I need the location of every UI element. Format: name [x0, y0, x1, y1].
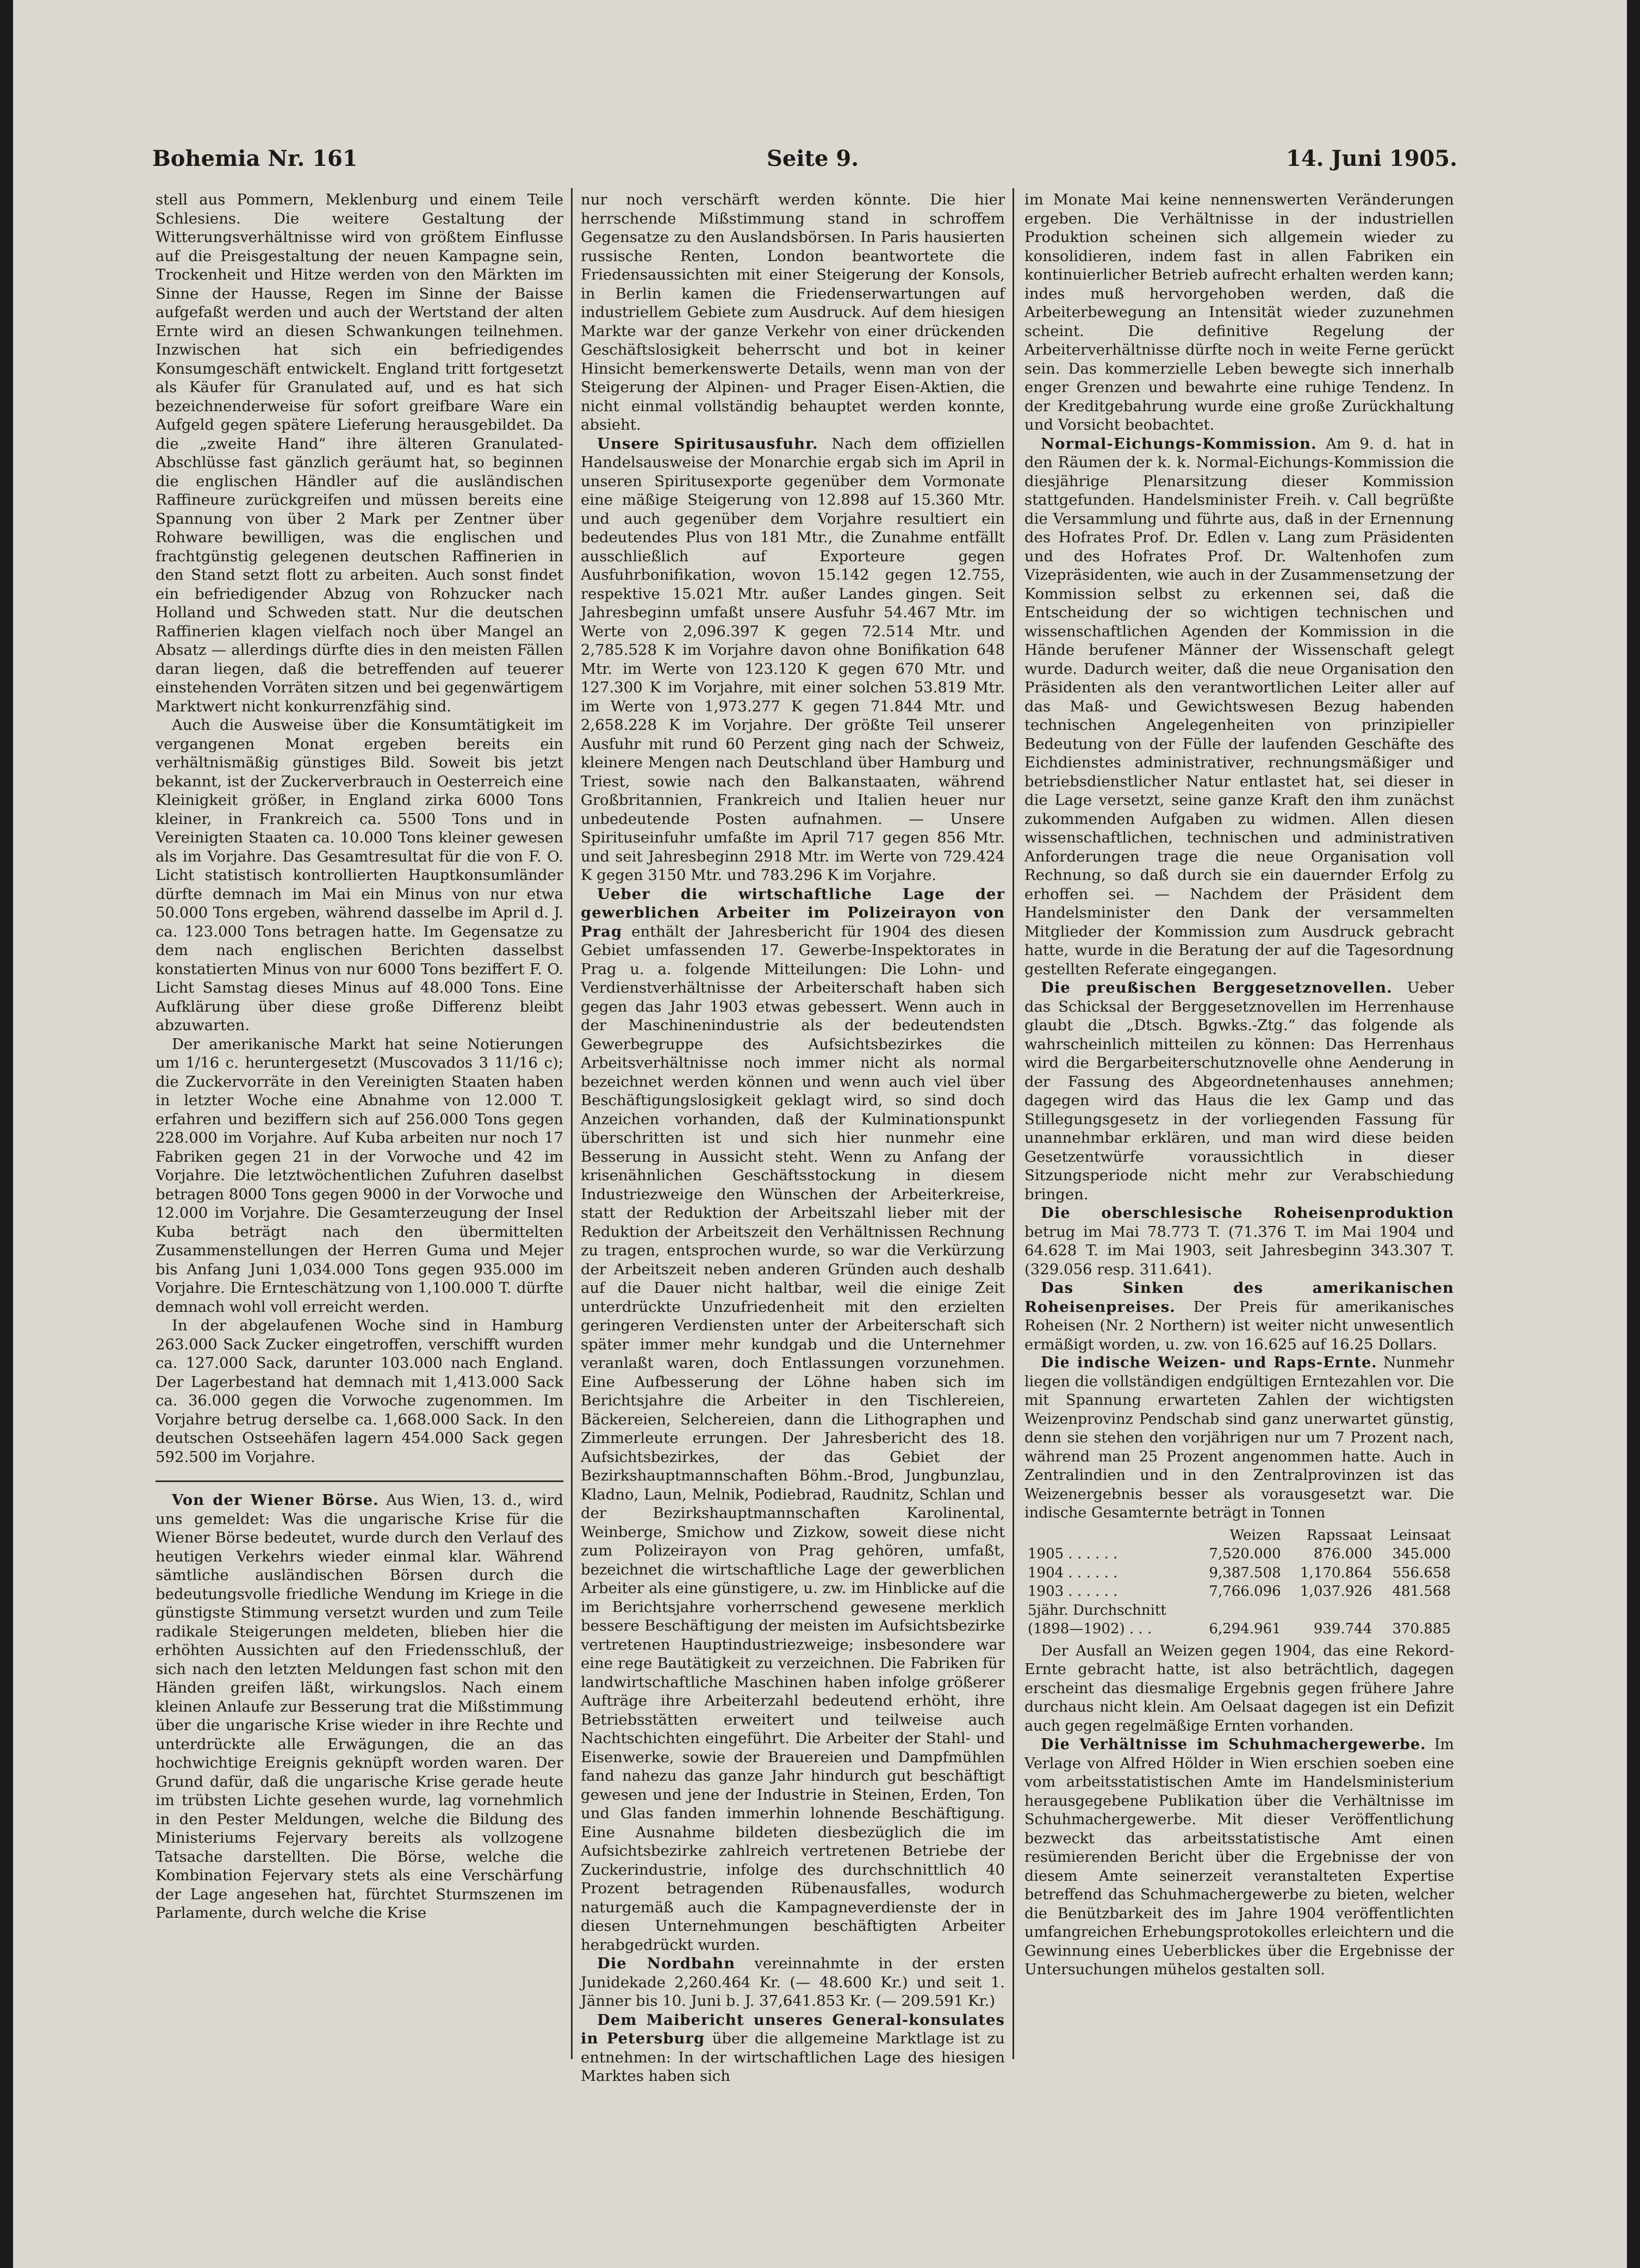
article-paragraph: Der amerikanische Markt hat seine Notierungen um 1/16 c. heruntergesetzt (Muscovados 3 11/16 c); die Zuckervorräte in den Vereinigten Staaten haben in letzter Woche eine Abnahme von 12.000 T. erfahren und beziffern sich auf 256.000 Tons gegen 228.000 im Vorjahre. Auf Kuba arbeiten nur noch 17 Fabriken gegen 21 in der Vorwoche und 42 im Vorjahre. Die letztwöchentlichen Zufuhren daselbst betragen 8000 Tons gegen 9000 in der Vorwoche und 12.000 im Vorjahre. Die Gesamterzeugung der Insel Kuba beträgt nach den übermittelten Zusammenstellungen der Herren Guma und Mejer bis Anfang Juni 1,034.000 Tons gegen 935.000 im Vorjahre. Die Ernteschätzung von 1,100.000 T. dürfte demnach wohl voll erreicht werden. [156, 1035, 563, 1316]
column-1 [156, 190, 563, 2040]
table-cell: 7,520.000 [1209, 1546, 1281, 1562]
article-paragraph: nur noch verschärft werden könnte. Die hier herrschende Mißstimmung stand in schroffem Gegensatze zu den Auslandsbörsen. In Paris hausierten russische Renten, London beantwortete die Friedensaussichten mit einer Steigerung der Konsols, in Berlin kamen die Friedenserwartungen auf industriellem Gebiete zum Ausdruck. Auf dem hiesigen Markte war der ganze Verkehr von einer drückenden Geschäftslosigkeit beherrscht und bot in keiner Hinsicht bemerkenswerte Details, wenn man von der Steigerung der Alpinen- und Prager Eisen-Aktien, die nicht einmal vollständig behauptet werden konnte, absieht. [581, 191, 1005, 433]
table-header: Weizen [1229, 1527, 1281, 1544]
article-text: Im Verlage von Alfred Hölder in Wien erschien soeben eine vom arbeitsstatistischen Amte im Handelsministerium herausgegebene Publikation über die Verhältnisse im Schuhmachergewerbe. Mit dieser Veröffentlichung bezweckt das arbeitsstatistische Amt einen resümierenden Bericht über die Ergebnisse der von diesem Amte seinerzeit veranstalteten Expertise betreffend das Schuhmachergewerbe zu bieten, welcher die Benützbarkeit des im Jahre 1904 veröffentlichten umfangreichen Erhebungsprotokolles erleichtern und die Gewinnung eines Ueberblickes über die Ergebnisse der Untersuchungen mühelos gestalten soll. [1024, 1736, 1454, 1978]
article-text: enthält der Jahresbericht für 1904 des diesen Gebiet umfassenden 17. Gewerbe-Inspektorates in Prag u. a. folgende Mitteilungen: Die Lohn- und Verdienstverhältnisse der Arbeiterschaft haben sich gegen das Jahr 1903 etwas gebessert. Wenn auch in der Maschinenindustrie als der bedeutendsten Gewerbegruppe des Aufsichtsbezirkes die Arbeitsverhältnisse noch immer nicht als normal bezeichnet werden können und wenn auch viel über Beschäftigungslosigkeit geklagt wird, so sind doch Anzeichen vorhanden, daß der Kulminationspunkt überschritten ist und sich hier nunmehr eine Besserung in Aussicht steht. Wenn zu Anfang der krisenähnlichen Geschäftsstockung in diesem Industriezweige den Wünschen der Arbeiterkreise, statt der Reduktion der Arbeitszahl lieber mit der Reduktion der Arbeitszeit den Verhältnissen Rechnung zu tragen, entsprochen wurde, so war die Verkürzung der Arbeitszeit neben anderen Gründen auch deshalb auf die Dauer nicht haltbar, weil die einige Zeit unterdrückte Unzufriedenheit mit den erzielten geringeren Verdiensten unter der Arbeiterschaft sich später immer mehr kundgab und die Unternehmer veranlaßt waren, doch Entlassungen vorzunehmen. Eine Aufbesserung der Löhne haben sich im Berichtsjahre die Arbeiter in den Tischlereien, Bäckereien, Selchereien, dann die Lithographen und Zimmerleute errungen. Der Jahresbericht des 18. Aufsichtsbezirkes, der das Gebiet der Bezirkshauptmannschaften Böhm.-Brod, Jungbunzlau, Kladno, Laun, Melnik, Podiebrad, Raudnitz, Schlan und der Bezirkshauptmannschaften Karolinental, Weinberge, Smichow und Zizkow, soweit diese nicht zum Polizeirayon von Prag gehören, umfaßt, bezeichnet die wirtschaftliche Lage der gewerblichen Arbeiter als eine günstigere, u. zw. im Hinblicke auf die im Berichtsjahre vorherrschend gewesene merklich bessere Beschäftigung der meisten im Aufsichtsbezirke vertretenen Hauptindustriezweige; insbesondere war eine rege Bautätigkeit zu verzeichnen. Die Fabriken für landwirtschaftliche Maschinen haben infolge größerer Aufträge ihre Arbeiterzahl bedeutend erhöht, ihre Betriebsstätten erweitert und teilweise auch Nachtschichten eingeführt. Die Arbeiter der Stahl- und Eisenwerke, sowie der Brauereien und Dampfmühlen fand nahezu das ganze Jahr hindurch gut beschäftigt gewesen und jene der Industrie in Steinen, Erden, Ton und Glas fanden immerhin lohnende Beschäftigung. Eine Ausnahme bildeten diesbezüglich die im Aufsichtsbezirke zahlreich vertretenen Betriebe der Zuckerindustrie, infolge des durchschnittlich 40 Prozent betragenden Rübenausfalles, wodurch naturgemäß auch die Kampagneverdienste der in diesen Unternehmungen beschäftigten Arbeiter herabgedrückt wurden. [581, 922, 1005, 1954]
section-heading: Von der Wiener Börse. [172, 1491, 379, 1509]
article-text: vereinnahmte in der ersten Junidekade 2,260.464 Kr. (— 48.600 Kr.) und seit 1. Jänner bis 10. Juni b. J. 37,641.853 Kr. (— 209.591 Kr.) [581, 1955, 1005, 2010]
article-maibericht [581, 2011, 1005, 2086]
table-cell: 9,387.508 [1209, 1564, 1281, 1581]
table-header: Rapssaat [1306, 1527, 1372, 1544]
article-text: Nunmehr liegen die vollständigen endgültigen Erntezahlen vor. Die mit Spannung erwarteten Zahlen der wichtigsten Weizenprovinz Pendschab sind ganz unerwartet günstig, denn sie stehen den vorjährigen nur um 7 Prozent nach, während man 25 Prozent angenommen hatte. Auch in Zentralindien und in den Zentralprovinzen ist das Weizenergebnis besser als vorausgesetzt war. Die indische Gesamternte beträgt in Tonnen [1024, 1354, 1454, 1521]
table-cell: 939.744 [1313, 1621, 1372, 1637]
table-cell: 1904 . . . . . . [1028, 1564, 1118, 1581]
article-ernte [1024, 1354, 1454, 1523]
section-heading: Dem Maibericht unseres General-konsulates in Petersburg [581, 2011, 1005, 2047]
scan-right-edge [1627, 0, 1640, 2268]
table-cell: 5jähr. Durchschnitt [1028, 1602, 1166, 1619]
article-text: Ueber das Schicksal der Berggesetznovellen im Herrenhause glaubt die „Dtsch. Bgwks.-Ztg.“ das folgende als wahrscheinlich mitteilen zu können: Das Herrenhaus wird die Bergarbeiterschutznovelle ohne Aenderung in der Fassung des Abgeordnetenhauses annehmen; dagegen wird das Haus die lex Gamp und das Stillegungsgesetz in der vorliegenden Fassung für unannehmbar erklären, und man wird diese beiden Gesetzentwürfe voraussichtlich in dieser Sitzungsperiode nicht mehr zur Verabschiedung bringen. [1024, 979, 1454, 1203]
article-paragraph: Der Ausfall an Weizen gegen 1904, das eine Rekord-Ernte gebracht hatte, ist also beträchtlich, dagegen erscheint das diesmalige Ergebnis gegen frühere Jahre durchaus nicht klein. Am Oelsaat dagegen ist ein Defizit auch gegen regelmäßige Ernten vorhanden. [1024, 1642, 1454, 1734]
article-text: über die allgemeine Marktlage ist zu entnehmen: In der wirtschaftlichen Lage des hiesigen Marktes haben sich [581, 2030, 1005, 2085]
table-cell: 1903 . . . . . . [1028, 1583, 1118, 1600]
table-cell [1284, 1601, 1376, 1620]
section-heading: Die preußischen Berggesetznovellen. [1041, 979, 1393, 996]
table-header: Leinsaat [1389, 1527, 1451, 1544]
page-header [152, 146, 1457, 178]
issue-label: Bohemia Nr. 161 [152, 146, 358, 171]
article-schuh [1024, 1736, 1454, 1980]
column-3 [1024, 190, 1454, 2040]
table-header-row [1024, 1526, 1454, 1545]
column-rule-1 [571, 188, 573, 2059]
section-heading: Die Verhältnisse im Schuhmachergewerbe. [1041, 1736, 1426, 1753]
section-heading: Die Nordbahn [597, 1955, 736, 1972]
table-cell: (1898—1902) . . . [1028, 1621, 1152, 1637]
table-row [1024, 1545, 1454, 1564]
article-arbeiter [581, 885, 1005, 1955]
table-cell: 6,294.961 [1209, 1621, 1281, 1637]
article-text: Nach dem offiziellen Handelsausweise der Monarchie ergab sich im April in unseren Spiritusexporte gegenüber dem Vormonate eine mäßige Steigerung von 12.898 auf 15.360 Mtr. und auch gegenüber dem Vorjahre resultiert ein bedeutendes Plus von 181 Mtr., die Zunahme entfällt ausschließlich auf Exporteure gegen Ausfuhrbonifikation, wovon 15.142 gegen 12.755, respektive 15.021 Mtr. außer Landes gingen. Seit Jahresbeginn umfaßt unsere Ausfuhr 54.467 Mtr. im Werte von 2,096.397 K gegen 72.514 Mtr. und 2,785.528 K im Vorjahre davon ohne Bonifikation 648 Mtr. im Werte von 123.120 K gegen 670 Mtr. und 127.300 K im Vorjahre, mit einer solchen 53.819 Mtr. im Werte von 1,973.277 K gegen 71.844 Mtr. und 2,658.228 K im Vorjahre. Der größte Teil unserer Ausfuhr mit rund 60 Perzent ging nach der Schweiz, kleinere Mengen nach Deutschland über Hamburg und Triest, sowie nach den Balkanstaaten, während Großbritannien, Frankreich und Italien heuer nur unbedeutende Posten aufnahmen. — Unsere Spirituseinfuhr umfaßte im April 717 gegen 856 Mtr. und seit Jahresbeginn 2918 Mtr. im Werte von 729.424 K gegen 3150 Mtr. und 783.296 K im Vorjahre. [581, 435, 1005, 884]
table-cell [1193, 1601, 1284, 1620]
column-2 [581, 190, 1005, 2085]
table-cell: 1,170.864 [1300, 1564, 1372, 1581]
section-heading: Die oberschlesische Roheisenproduktion [1041, 1204, 1454, 1222]
article-text: Der Preis für amerikanisches Roheisen (Nr. 2 Northern) ist weiter nicht unwesentlich ermäßigt worden, u. zw. von 16.625 auf 16.25 Dollars. [1024, 1298, 1454, 1353]
table-cell: 1,037.926 [1300, 1583, 1372, 1600]
page-number: Seite 9. [767, 146, 859, 171]
table-row [1024, 1564, 1454, 1583]
article-nordbahn [581, 1954, 1005, 2011]
section-heading: Das Sinken des amerikanischen Roheisenpreises. [1024, 1279, 1454, 1316]
article-paragraph: Auch die Ausweise über die Konsumtätigkeit im vergangenen Monat ergeben bereits ein verhältnismäßig günstiges Bild. Soweit bis jetzt bekannt, ist der Zuckerverbrauch in Oesterreich eine Kleinigkeit größer, in England zirka 6000 Tons kleiner, in Frankreich ca. 5500 Tons und in Vereinigten Staaten ca. 10.000 Tons kleiner gewesen als im Vorjahre. Das Gesamtresultat für die von F. O. Licht statistisch kontrollierten Hauptkonsumländer dürfte demnach im Mai ein Minus von nur etwa 50.000 Tons ergeben, während dasselbe im April d. J. ca. 123.000 Tons betragen hatte. Im Gegensatze zu dem nach englischen Berichten dasselbst konstatierten Minus von nur 6000 Tons beziffert F. O. Licht Samstag dieses Minus auf 48.000 Tons. Eine Aufklärung über diese große Differenz bleibt abzuwarten. [156, 716, 563, 1034]
article-roheisen [1024, 1204, 1454, 1279]
section-heading: Normal-Eichungs-Kommission. [1041, 435, 1317, 453]
article-text: Am 9. d. hat in den Räumen der k. k. Normal-Eichungs-Kommission die diesjährige Plenarsitzung dieser Kommission stattgefunden. Handelsminister Freih. v. Call begrüßte die Versammlung und führte aus, daß in der Ernennung des Hofrates Prof. Dr. Edlen v. Lang zum Präsidenten und des Hofrates Prof. Dr. Waltenhofen zum Vizepräsidenten, wie auch in der Zusammensetzung der Kommission selbst zu erkennen sei, daß die Entscheidung der so wichtigen technischen und wissenschaftlichen Agenden der Kommission in die Hände berufener Männer der Wissenschaft gelegt wurde. Dadurch weiter, daß die neue Organisation den Präsidenten als den verantwortlichen Leiter aller auf das Maß- und Gewichtswesen Bezug habenden technischen Angelegenheiten von prinzipieller Bedeutung von der Fülle der laufenden Geschäfte des Eichdienstes administrativer, rechnungsmäßiger und betriebsdienstlicher Natur entlastet hat, sei dieser in die Lage versetzt, seine ganze Kraft den ihm zunächst zukommenden Aufgaben zu widmen. Allen diesen wissenschaftlichen, technischen und administrativen Anforderungen trage die neue Organisation voll Rechnung, so daß durch sie ein dauernder Erfolg zu erhoffen sei. — Nachdem der Präsident dem Handelsminister den Dank der versammelten Mitglieder der Kommission zum Ausdruck gebracht hatte, wurde in die Beratung der auf die Tagesordnung gestellten Referate eingegangen. [1024, 435, 1454, 978]
article-boerse [156, 1491, 563, 1923]
article-sinken [1024, 1279, 1454, 1354]
article-normal [1024, 435, 1454, 979]
article-paragraph: stell aus Pommern, Meklenburg und einem Teile Schlesiens. Die weitere Gestaltung der Witterungsverhältnisse wird von größtem Einflusse auf die Preisgestaltung der neuen Kampagne sein, Trockenheit und Hitze werden von den Märkten im Sinne der Hausse, Regen im Sinne der Baisse aufgefaßt werden und auch der Wertstand der alten Ernte wird an diesen Schwankungen teilnehmen. Inzwischen hat sich ein befriedigendes Konsumgeschäft entwickelt. England tritt fortgesetzt als Käufer für Granulated auf, und es hat sich bezeichnenderweise für sofort greifbare Ware ein Aufgeld gegen spätere Lieferung herausgebildet. Da die „zweite Hand“ ihre älteren Granulated-Abschlüsse fast gänzlich geräumt hat, so beginnen die englischen Händler auf die ausländischen Raffineure zurückgreifen und müssen bereits eine Spannung von über 2 Mark per Zentner über Rohware bewilligen, was die englischen und frachtgünstig gelegenen deutschen Raffinerien in den Stand setzt flott zu arbeiten. Auch sonst findet ein befriedigender Abzug von Rohzucker nach Holland und Schweden statt. Nur die deutschen Raffinerien klagen vielfach noch über Mangel an Absatz — allerdings dürfte dies in den meisten Fällen daran liegen, daß die betreffenden auf teuerer einstehenden Vorräten sitzen und bei gegenwärtigem Marktwert nicht konkurrenzfähig sind. [156, 191, 563, 715]
article-text: Aus Wien, 13. d., wird uns gemeldet: Was die ungarische Krise für die Wiener Börse bedeutet, wurde durch den Verlauf des heutigen Verkehrs wieder einmal klar. Während sämtliche ausländischen Börsen durch die bedeutungsvolle friedliche Wendung im Kriege in die günstigste Stimmung versetzt wurden und zum Teile radikale Steigerungen meldeten, blieben hier die erhöhten Aussichten auf den Friedensschluß, der sich nach den letzten Meldungen fast schon mit den Händen greifen läßt, wirkungslos. Nach einem kleinen Anlaufe zur Besserung trat die Mißstimmung über die ungarische Krise wieder in ihre Rechte und unterdrückte alle Erwägungen, die an das hochwichtige Ereignis geknüpft worden waren. Der Grund dafür, daß die ungarische Krise gerade heute im trübsten Lichte gesehen wurde, lag vornehmlich in den Pester Meldungen, welche die Bildung des Ministeriums Fejervary bereits als vollzogene Tatsache darstellten. Die Börse, welche die Kombination Fejervary stets als eine Verschärfung der Lage angesehen hat, fürchtet Sturmszenen im Parlamente, durch welche die Krise [156, 1491, 563, 1922]
article-paragraph: im Monate Mai keine nennenswerten Veränderungen ergeben. Die Verhältnisse in der industriellen Produktion scheinen sich allgemein wieder zu konsolidieren, indem fast in allen Fabriken ein kontinuierlicher Betrieb aufrecht erhalten werden kann; indes muß hervorgehoben werden, daß die Arbeiterbewegung an Intensität wieder zuzunehmen scheint. Die definitive Regelung der Arbeiterverhältnisse dürfte noch in weite Ferne gerückt sein. Das kommerzielle Leben bewegte sich innerhalb enger Grenzen und bewahrte eine ruhige Tendenz. In der Kreditgebahrung wurde eine große Zurückhaltung und Vorsicht beobachtet. [1024, 191, 1454, 433]
table-cell: 481.568 [1392, 1583, 1451, 1600]
section-heading: Unsere Spiritusausfuhr. [597, 435, 818, 453]
table-cell: 370.885 [1392, 1621, 1451, 1637]
article-berg [1024, 978, 1454, 1204]
table-row [1024, 1601, 1454, 1620]
harvest-table [1024, 1526, 1454, 1639]
article-text: betrug im Mai 78.773 T. (71.376 T. im Mai 1904 und 64.628 T. im Mai 1903, seit Jahresbeginn 343.307 T. (329.056 resp. 311.641). [1024, 1223, 1454, 1278]
table-cell: 556.658 [1392, 1564, 1451, 1581]
table-row [1024, 1620, 1454, 1639]
table-cell [1375, 1601, 1454, 1620]
article-paragraph: In der abgelaufenen Woche sind in Hamburg 263.000 Sack Zucker eingetroffen, verschifft wurden ca. 127.000 Sack, darunter 103.000 nach England. Der Lagerbestand hat demnach mit 1,413.000 Sack ca. 36.000 gegen die Vorwoche zugenommen. Im Vorjahre betrug derselbe ca. 1,668.000 Sack. In den deutschen Ostseehäfen lagern 454.000 Sack gegen 592.500 im Vorjahre. [156, 1317, 563, 1466]
table-cell: 345.000 [1392, 1546, 1451, 1562]
section-heading: Die indische Weizen- und Raps-Ernte. [1041, 1354, 1377, 1371]
table-row [1024, 1582, 1454, 1601]
table-cell: 876.000 [1313, 1546, 1372, 1562]
section-heading: Ueber die wirtschaftliche Lage der gewerblichen Arbeiter im Polizeirayon von Prag [581, 885, 1005, 940]
section-divider [156, 1480, 563, 1482]
date-label: 14. Juni 1905. [1286, 146, 1457, 171]
column-rule-2 [1012, 188, 1014, 2059]
table-cell: 1905 . . . . . . [1028, 1546, 1118, 1562]
table-header [1024, 1526, 1193, 1545]
table-cell: 7,766.096 [1209, 1583, 1281, 1600]
article-spiritus [581, 435, 1005, 885]
scan-left-edge [0, 0, 13, 2268]
